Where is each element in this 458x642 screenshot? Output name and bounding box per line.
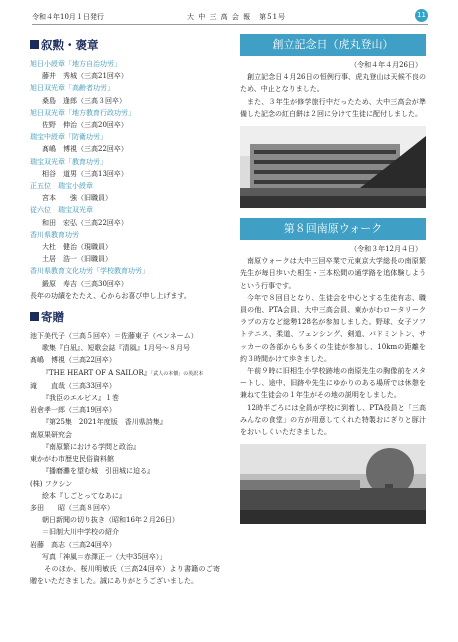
page-header	[12, 9, 446, 25]
right-column	[240, 34, 426, 534]
recipient-name: 鍛原 寿吉（三高30回卒）	[42, 279, 128, 288]
founding-day-date: （令和４年４月26日）	[350, 61, 422, 69]
walk-paragraph-4: 12時半ごろには全員が学校に到着し、PTA役員と「三高みんなの食堂」の方が用意してくれた特製おにぎりと豚汁をおいしくいただきました。	[240, 403, 426, 437]
awards-closing: 長年の功績をたたえ、心からお喜び申し上げます。	[30, 291, 191, 300]
walk-paragraph-1: 南原ウォークは大中三回卒業で元東京大学総長の南原繁先生が毎日歩いた相生・三本松間の通学路を追体験しようという行事です。	[240, 257, 426, 290]
group-photo-image	[240, 444, 426, 524]
donations-list	[30, 330, 220, 563]
award-title: 従六位 瑞宝双光章	[30, 206, 93, 215]
donated-item: 『THE HEART OF A SAILOR』「武人の本懐」の英訳本	[42, 368, 204, 377]
donated-item: 『第25集 2021年度版 香川県詩集』	[42, 418, 167, 427]
award-title: 旭日双光章「高齢者功労」	[30, 84, 114, 93]
donor-name: 岩倉孝一郎（三高19回卒）	[30, 406, 116, 415]
donated-item: 『南原繁における学問と政治』	[42, 442, 140, 451]
recipient-name: 髙嶋 博視（三高22回卒）	[42, 145, 128, 154]
donation-note: 「武人の本懐」の英訳本	[150, 370, 204, 377]
award-title: 旭日双光章「地方教育行政功労」	[30, 108, 135, 117]
awards-heading: 叙勲・褒章	[30, 36, 220, 54]
donated-item: 写真「神風＝赤澤正一（大中35回卒）」	[42, 552, 167, 561]
awards-list	[30, 58, 220, 290]
walk-paragraph-3: 午前９時に旧相生小学校跡地の南原先生の胸像前をスタートし、途中、旧跡や先生にゆかりのある場所では休憩を兼ねて生徒会の１年生がその地の説明をしました。	[240, 367, 426, 400]
nanbara-walk-banner: 第８回南原ウォーク	[240, 218, 426, 240]
founding-paragraph-2: また、３年生が修学旅行中だったため、大中三高会が準備した記念の紅白餅は２回に分けて生徒に配付しました。	[240, 97, 426, 118]
donated-item: 『播磨灘を望む城 引田城に迫る』	[42, 467, 154, 476]
donated-item: 朝日新聞の切り抜き（昭和16年２月26日）	[42, 516, 179, 525]
donations-heading: 寄贈	[30, 308, 220, 326]
award-title: 瑞宝双光章「教育功労」	[30, 157, 107, 166]
award-title: 香川県教育文化功労「学校教育功労」	[30, 267, 149, 276]
recipient-name: 大杜 健治（現職員）	[42, 243, 112, 252]
award-title: 香川県教育功労	[30, 230, 79, 239]
walk-paragraph-2: 今年で８回目となり、生徒会を中心とする生徒有志、職員の他、PTA会員、大中三高会員、東かがわロータリークラブの方など総勢128名が参加しました。野球、女子ソフトテニス、柔道、フェンシング、剣道、バドミントン、サッカーの各部からも多くの生徒が参加し、10kmの距離を約３時間かけて歩きました。	[240, 293, 426, 363]
recipient-name: 藤井 秀城（三高21回卒）	[42, 72, 128, 81]
donor-name: (株) フクシン	[30, 479, 73, 488]
donor-name: 岩藤 高志（三高24回卒）	[30, 540, 116, 549]
award-title: 旭日小綬章「地方自治功労」	[30, 60, 121, 68]
donations-closing: そのほか、桜川明敏氏（三高24回卒）より書籍のご寄贈をいただきました。誠にありがとうございました。	[30, 564, 220, 586]
recipient-name: 相谷 道男（三高13回卒）	[42, 169, 128, 178]
recipient-name: 宮本 強（旧職員）	[42, 194, 112, 203]
award-title: 正五位 瑞宝小綬章	[30, 182, 93, 191]
square-bullet-icon	[30, 40, 39, 49]
group-photo	[240, 444, 426, 524]
donor-name: 髙嶋 博視（三高22回卒）	[30, 356, 116, 365]
recipient-name: 桑島 逢郎（三高３回卒）	[42, 96, 126, 105]
founding-paragraph-1: 創立記念日４月26日の恒例行事、虎丸登山は天候不良のため、中止となりました。	[240, 73, 426, 94]
issue-date: 令和４年10月１日発行	[32, 13, 104, 21]
square-bullet-icon	[30, 312, 39, 321]
newsletter-title: 大 中 三 高 会 報 第51号	[187, 13, 287, 21]
award-title: 瑞宝中綬章「防衛功労」	[30, 133, 107, 142]
donated-item: 歌集『白凪』、短歌会誌『清風』1月号～８月号	[42, 344, 190, 353]
donor-name: 東かがわ市歴史民俗資料館	[30, 455, 114, 464]
nanbara-walk-date: （令和３年12月４日）	[350, 245, 422, 254]
founding-day-banner: 創立記念日（虎丸登山）	[240, 34, 426, 56]
donated-item: ＝旧制大川中学校の紹介	[42, 528, 119, 537]
donor-name: 多田 昭（三高８回卒）	[30, 503, 114, 512]
donor-name: 池下美代子（三高５回卒）＝佐藤東子（ペンネーム）	[30, 332, 198, 341]
recipient-name: 和田 宏弘（三高22回卒）	[42, 218, 128, 227]
donated-item: 絵本『しごとってなあに』	[42, 491, 126, 500]
donor-name: 滝 直哉（三高33回卒）	[30, 381, 116, 390]
school-building-photo	[240, 126, 426, 208]
recipient-name: 佐野 伸治（三高20回卒）	[42, 121, 128, 130]
page-number-badge: 11	[415, 9, 428, 22]
header-rule	[32, 24, 428, 25]
left-column	[30, 34, 220, 587]
school-building-image	[240, 126, 426, 208]
recipient-name: 土居 浩一（旧職員）	[42, 255, 112, 264]
donor-name: 南原果研究会	[30, 430, 72, 439]
donated-item: 『我臣のエルビス』１巻	[42, 394, 119, 403]
